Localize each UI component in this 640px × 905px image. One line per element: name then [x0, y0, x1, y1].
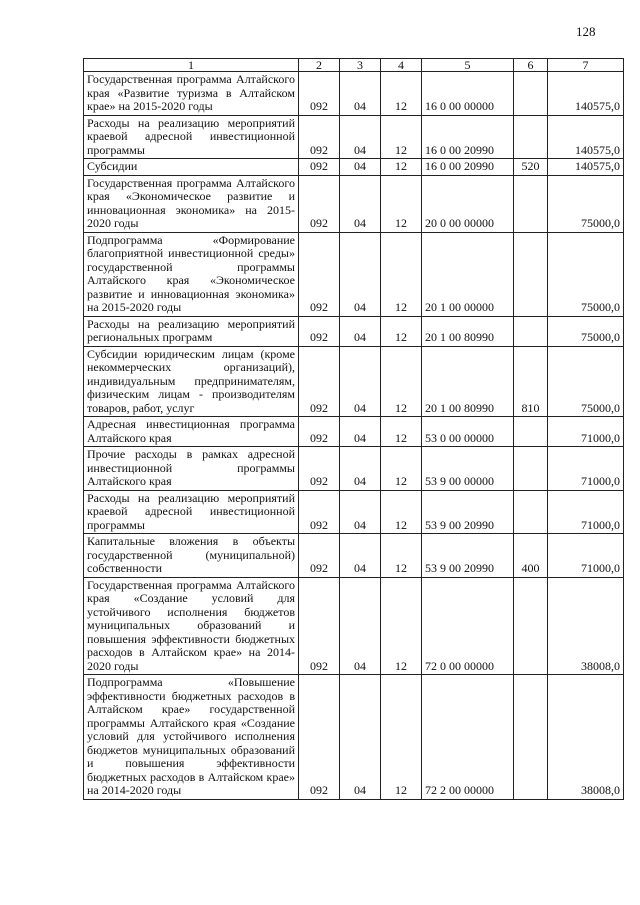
item-name-cell: Расходы на реализацию мероприятий краевой адресной инвестиционной программы	[84, 490, 299, 534]
header-cell: 2	[299, 59, 340, 72]
amount-cell: 75000,0	[548, 175, 624, 232]
amount-cell: 75000,0	[548, 232, 624, 316]
section-code-cell: 04	[340, 346, 381, 417]
ministry-code-cell: 092	[299, 175, 340, 232]
section-code-cell: 04	[340, 316, 381, 346]
subsection-code-cell: 12	[381, 675, 422, 800]
item-name-cell: Расходы на реализацию мероприятий краевой адресной инвестиционной программы	[84, 115, 299, 159]
target-article-cell: 20 0 00 00000	[422, 175, 514, 232]
section-code-cell: 04	[340, 175, 381, 232]
page-number: 128	[576, 24, 596, 39]
ministry-code-cell: 092	[299, 675, 340, 800]
section-code-cell: 04	[340, 72, 381, 116]
section-code-cell: 04	[340, 577, 381, 675]
target-article-cell: 20 1 00 00000	[422, 232, 514, 316]
target-article-cell: 53 9 00 20990	[422, 490, 514, 534]
table-row	[84, 316, 624, 346]
section-code-cell: 04	[340, 232, 381, 316]
table-row	[84, 490, 624, 534]
subsection-code-cell: 12	[381, 346, 422, 417]
section-code-cell: 04	[340, 447, 381, 491]
subsection-code-cell: 12	[381, 159, 422, 176]
subsection-code-cell: 12	[381, 72, 422, 116]
section-code-cell: 04	[340, 490, 381, 534]
item-name-cell: Государственная программа Алтайского края «Создание условий для устойчивого исполнения бюджетов муниципальных образований и повышения эффективности бюджетных расходов в Алтайском крае» на 2014-2020 годы	[84, 577, 299, 675]
target-article-cell: 20 1 00 80990	[422, 346, 514, 417]
target-article-cell: 16 0 00 20990	[422, 115, 514, 159]
table-row	[84, 447, 624, 491]
item-name-cell: Адресная инвестиционная программа Алтайского края	[84, 417, 299, 447]
section-code-cell: 04	[340, 417, 381, 447]
item-name-cell: Прочие расходы в рамках адресной инвестиционной программы Алтайского края	[84, 447, 299, 491]
expense-type-cell	[514, 316, 548, 346]
amount-cell: 140575,0	[548, 115, 624, 159]
table-row	[84, 577, 624, 675]
expense-type-cell: 400	[514, 534, 548, 578]
table-row	[84, 417, 624, 447]
header-cell: 7	[548, 59, 624, 72]
subsection-code-cell: 12	[381, 534, 422, 578]
amount-cell: 75000,0	[548, 316, 624, 346]
item-name-cell: Подпрограмма «Повышение эффективности бюджетных расходов в Алтайском крае» государственной программы Алтайского края «Создание условий для устойчивого исполнения бюджетов муниципальных образований и повышения эффективности бюджетных расходов в Алтайском крае» на 2014-2020 годы	[84, 675, 299, 800]
ministry-code-cell: 092	[299, 577, 340, 675]
target-article-cell: 53 9 00 20990	[422, 534, 514, 578]
amount-cell: 140575,0	[548, 159, 624, 176]
table-row	[84, 534, 624, 578]
target-article-cell: 53 9 00 00000	[422, 447, 514, 491]
ministry-code-cell: 092	[299, 316, 340, 346]
header-cell: 5	[422, 59, 514, 72]
expense-type-cell	[514, 175, 548, 232]
expense-type-cell	[514, 417, 548, 447]
ministry-code-cell: 092	[299, 72, 340, 116]
subsection-code-cell: 12	[381, 115, 422, 159]
item-name-cell: Государственная программа Алтайского края «Развитие туризма в Алтайском крае» на 2015-2020 годы	[84, 72, 299, 116]
subsection-code-cell: 12	[381, 577, 422, 675]
subsection-code-cell: 12	[381, 175, 422, 232]
table-body	[84, 72, 624, 800]
subsection-code-cell: 12	[381, 316, 422, 346]
table-row	[84, 115, 624, 159]
header-cell: 1	[84, 59, 299, 72]
budget-table	[83, 58, 624, 800]
expense-type-cell	[514, 675, 548, 800]
target-article-cell: 53 0 00 00000	[422, 417, 514, 447]
amount-cell: 75000,0	[548, 346, 624, 417]
ministry-code-cell: 092	[299, 534, 340, 578]
expense-type-cell	[514, 447, 548, 491]
item-name-cell: Субсидии	[84, 159, 299, 176]
target-article-cell: 72 0 00 00000	[422, 577, 514, 675]
header-cell: 3	[340, 59, 381, 72]
item-name-cell: Субсидии юридическим лицам (кроме некоммерческих организаций), индивидуальным предпринимателям, физическим лицам - производителям товаров, работ, услуг	[84, 346, 299, 417]
ministry-code-cell: 092	[299, 447, 340, 491]
ministry-code-cell: 092	[299, 490, 340, 534]
ministry-code-cell: 092	[299, 346, 340, 417]
expense-type-cell	[514, 115, 548, 159]
header-cell: 6	[514, 59, 548, 72]
ministry-code-cell: 092	[299, 159, 340, 176]
subsection-code-cell: 12	[381, 490, 422, 534]
ministry-code-cell: 092	[299, 115, 340, 159]
table-row	[84, 675, 624, 800]
section-code-cell: 04	[340, 159, 381, 176]
subsection-code-cell: 12	[381, 232, 422, 316]
section-code-cell: 04	[340, 675, 381, 800]
item-name-cell: Подпрограмма «Формирование благоприятной инвестиционной среды» государственной программы Алтайского края «Экономическое развитие и инновационная экономика» на 2015-2020 годы	[84, 232, 299, 316]
item-name-cell: Капитальные вложения в объекты государственной (муниципальной) собственности	[84, 534, 299, 578]
amount-cell: 140575,0	[548, 72, 624, 116]
item-name-cell: Государственная программа Алтайского края «Экономическое развитие и инновационная экономика» на 2015-2020 годы	[84, 175, 299, 232]
expense-type-cell	[514, 490, 548, 534]
subsection-code-cell: 12	[381, 417, 422, 447]
amount-cell: 71000,0	[548, 534, 624, 578]
header-cell: 4	[381, 59, 422, 72]
table-header-row	[84, 59, 624, 72]
expense-type-cell	[514, 72, 548, 116]
item-name-cell: Расходы на реализацию мероприятий региональных программ	[84, 316, 299, 346]
amount-cell: 38008,0	[548, 675, 624, 800]
section-code-cell: 04	[340, 534, 381, 578]
ministry-code-cell: 092	[299, 417, 340, 447]
table-row	[84, 72, 624, 116]
amount-cell: 71000,0	[548, 417, 624, 447]
target-article-cell: 16 0 00 00000	[422, 72, 514, 116]
table-row	[84, 346, 624, 417]
amount-cell: 38008,0	[548, 577, 624, 675]
table-row	[84, 232, 624, 316]
expense-type-cell: 810	[514, 346, 548, 417]
target-article-cell: 20 1 00 80990	[422, 316, 514, 346]
expense-type-cell	[514, 577, 548, 675]
ministry-code-cell: 092	[299, 232, 340, 316]
subsection-code-cell: 12	[381, 447, 422, 491]
expense-type-cell	[514, 232, 548, 316]
target-article-cell: 16 0 00 20990	[422, 159, 514, 176]
table-row	[84, 159, 624, 176]
amount-cell: 71000,0	[548, 490, 624, 534]
section-code-cell: 04	[340, 115, 381, 159]
amount-cell: 71000,0	[548, 447, 624, 491]
expense-type-cell: 520	[514, 159, 548, 176]
target-article-cell: 72 2 00 00000	[422, 675, 514, 800]
table-row	[84, 175, 624, 232]
